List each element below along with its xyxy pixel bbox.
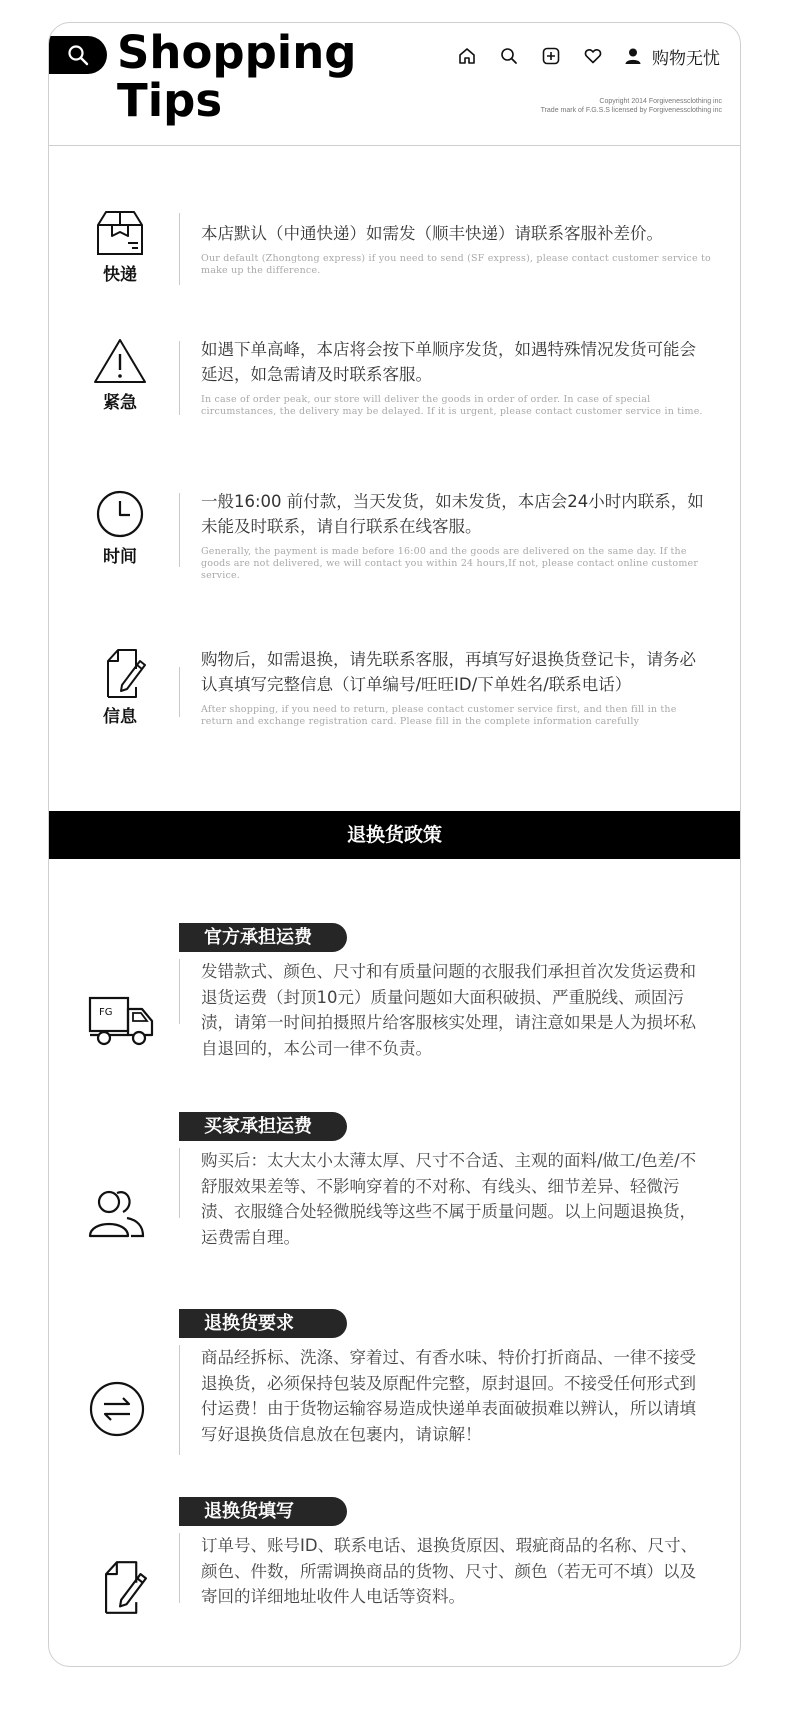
plus-square-icon [542,47,560,65]
policy-title: 退换货要求 [179,1309,347,1338]
copyright-line-1: Copyright 2014 Forgivenessclothing inc [599,98,722,105]
policy-title: 退换货填写 [179,1497,347,1526]
user-name: 购物无忧 [652,48,720,69]
tip-express-icon-wrap [89,209,151,285]
heart-icon [584,47,602,65]
tip-divider [179,667,180,717]
return-policy-banner: 退换货政策 [49,811,740,859]
user-menu[interactable] [624,44,720,69]
tip-divider [179,213,180,285]
policy-divider [179,1533,180,1603]
policy-icon-wrap [87,1379,157,1439]
tip-info-text [201,647,711,728]
policy-divider [179,1345,180,1455]
favorites-button[interactable] [572,39,614,73]
policy-divider [179,1148,180,1218]
nav-search-button[interactable] [488,39,530,73]
tip-urgent-en: In case of order peak, our store will deliver the goods in order of order. In case of special circumstances, the delivery may be delayed. If it is urgent, please contact customer service in time. [201,394,703,417]
clock-icon [92,489,148,539]
policy-body: 购买后：太大太小太薄太厚、尺寸不合适、主观的面料/做工/色差/不舒服效果差等、不影响穿着的不对称、有线头、细节差异、轻微污渍、衣服缝合处轻微脱线等这些不属于质量问题。以上问题退换货，运费需自理。 [201,1151,697,1247]
edit-document-icon [92,647,148,699]
warning-icon [92,337,148,385]
policy-divider [179,959,180,1024]
tip-divider [179,493,180,567]
box-icon [92,209,148,257]
user-icon [624,47,642,65]
policy-body: 发错款式、颜色、尺寸和有质量问题的衣服我们承担首次发货运费和退货运费（封顶10元）质量问题如大面积破损、严重脱线、顽固污渍，请第一时间拍摄照片给客服核实处理，请注意如果是人为损坏私自退回的，本公司一律不负责。 [201,962,696,1058]
tip-express-en: Our default (Zhongtong express) if you need to send (SF express), please contact customer service to make up the difference. [201,253,711,276]
search-icon [500,47,518,65]
title-line-1: Shopping [117,26,357,79]
tip-time-en: Generally, the payment is made before 16:00 and the goods are delivered on the same day. If the goods are not delivered, we will contact you within 24 hours,If not, please contact online customer service. [201,546,699,581]
tip-time-text [201,489,711,582]
tip-time-icon-wrap [89,489,151,567]
add-button[interactable] [530,39,572,73]
home-icon [458,47,476,65]
policy-icon-wrap [87,995,157,1047]
tip-info-cn: 购物后，如需退换，请先联系客服，再填写好退换货登记卡，请务必认真填写完整信息（订单编号/旺旺ID/下单姓名/联系电话） [201,650,696,694]
tip-info-label: 信息 [103,707,137,727]
users-icon [87,1184,147,1240]
shopping-tips-card [48,22,741,1667]
exchange-icon [87,1379,147,1439]
tip-express-cn: 本店默认（中通快递）如需发（顺丰快递）请联系客服补差价。 [201,224,663,243]
search-button[interactable] [49,36,107,74]
top-nav [446,39,720,73]
header-divider [49,145,740,146]
title-line-2: Tips [117,74,223,127]
tip-urgent-text [201,337,711,418]
tip-info-icon-wrap [89,647,151,727]
tip-divider [179,341,180,415]
home-button[interactable] [446,39,488,73]
truck-icon [87,995,157,1047]
page-title [117,26,377,127]
tip-express-label: 快递 [103,265,137,285]
policy-title: 买家承担运费 [179,1112,347,1141]
search-icon [67,44,89,66]
tip-urgent-cn: 如遇下单高峰，本店将会按下单顺序发货，如遇特殊情况发货可能会延迟，如急需请及时联系客服。 [201,340,696,384]
copyright-notice [541,97,722,115]
policy-title: 官方承担运费 [179,923,347,952]
tip-express-text [201,221,711,277]
tip-urgent-icon-wrap [89,337,151,413]
edit-document-icon [87,1559,151,1615]
policy-body: 商品经拆标、洗涤、穿着过、有香水味、特价打折商品、一律不接受退换货，必须保持包装及原配件完整，原封退回。不接受任何形式到付运费！由于货物运输容易造成快递单表面破损难以辨认，所以请填写好退换货信息放在包裹内，请谅解！ [201,1348,696,1444]
policy-body: 订单号、账号ID、联系电话、退换货原因、瑕疵商品的名称、尺寸、颜色、件数，所需调换商品的货物、尺寸、颜色（若无可不填）以及寄回的详细地址收件人电话等资料。 [201,1536,698,1606]
tip-time-label: 时间 [103,547,137,567]
truck-logo-text: FG [99,1007,113,1018]
tip-urgent-label: 紧急 [103,393,137,413]
copyright-line-2: Trade mark of F.G.S.S licensed by Forgivenessclothing inc [540,107,722,114]
tip-info-en: After shopping, if you need to return, please contact customer service first, and then fill in the return and exchange registration card. Please fill in the complete information carefully [201,704,677,727]
tip-time-cn: 一般16:00 前付款，当天发货，如未发货，本店会24小时内联系，如未能及时联系，请自行联系在线客服。 [201,492,704,536]
policy-icon-wrap [87,1559,157,1615]
policy-icon-wrap [87,1184,157,1240]
